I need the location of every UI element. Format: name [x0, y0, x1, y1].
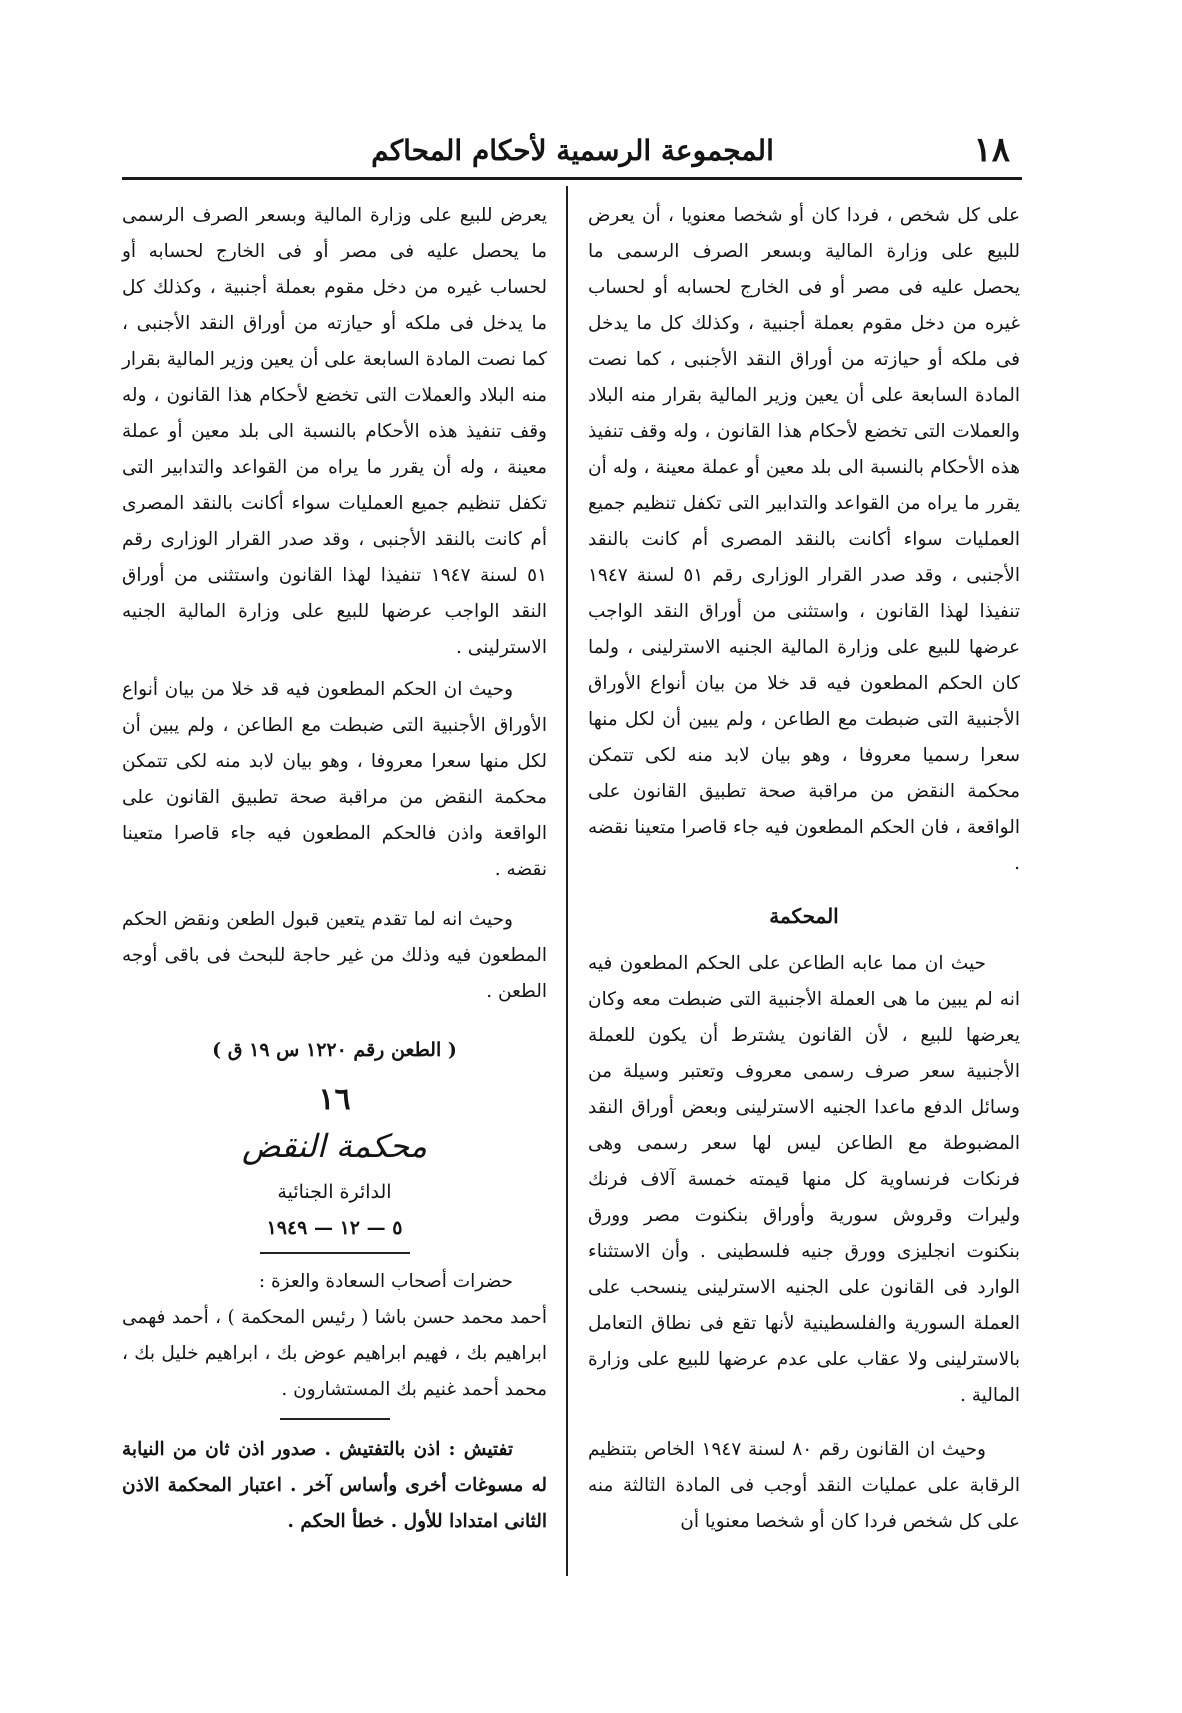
separator-rule	[280, 1418, 390, 1420]
case-number: ١٦	[318, 1082, 351, 1117]
page-header	[125, 130, 1020, 182]
left-column	[122, 198, 547, 1546]
paragraph: وحيث ان الحكم المطعون فيه قد خلا من بيان أنواع الأوراق الأجنبية التى ضبطت مع الطاعن ، ولم يبين أن لكل منها سعرا معروفا ، وهو بيان لابد منه لكى تتمكن محكمة النقض من مراقبة صحة تطبيق القانون على الواقعة واذن فالحكم المطعون فيه جاء قاصرا متعينا نقضه .	[122, 679, 547, 880]
case-citation: ( الطعن رقم ١٢٢٠ س ١٩ ق )	[212, 1039, 457, 1061]
paragraph: يعرض للبيع على وزارة المالية وبسعر الصرف الرسمى ما يحصل عليه فى مصر أو فى الخارج لحسابه أو لحساب غيره من دخل مقوم بعملة أجنبية ، وكذلك كل ما يدخل فى ملكه أو حيازته من أوراق النقد الأجنبى ، كما نصت المادة السابعة على أن يعين وزير المالية بقرار منه البلاد والعملات التى تخضع لأحكام هذا القانون ، وله وقف تنفيذ هذه الأحكام بالنسبة الى بلد معين أو عملة معينة ، وله أن يقرر ما يراه من القواعد والتدابير التى تكفل تنظيم جميع العمليات سواء أكانت بالنقد المصرى أم كانت بالنقد الأجنبى ، وقد صدر القرار الوزارى رقم ٥١ لسنة ١٩٤٧ تنفيذا لهذا القانون واستثنى من أوراق النقد الواجب عرضها للبيع على وزارة المالية الجنيه الاسترلينى .	[122, 205, 548, 658]
judges-intro: حضرات أصحاب السعادة والعزة :	[258, 1271, 513, 1292]
court-title: محكمة النقض	[242, 1127, 427, 1165]
running-title: المجموعة الرسمية لأحكام المحاكم	[371, 134, 774, 167]
judges-block	[122, 1264, 547, 1408]
paragraph: وحيث انه لما تقدم يتعين قبول الطعن ونقض الحكم المطعون فيه وذلك من غير حاجة للبحث فى باقى أوجه الطعن .	[122, 909, 547, 1002]
column-divider	[566, 186, 568, 1576]
section-heading: المحكمة	[769, 904, 839, 928]
header-rule	[122, 177, 1022, 180]
page-number: ١٨	[973, 130, 1010, 170]
paragraph: على كل شخص ، فردا كان أو شخصا معنويا ، أن يعرض للبيع على وزارة المالية وبسعر الصرف الرسمى ما يحصل عليه فى مصر أو فى الخارج لحسابه أو لحساب غيره من دخل مقوم بعملة أجنبية ، وكذلك كل ما يدخل فى ملكه أو حيازته من أوراق النقد الأجنبى ، كما نصت المادة السابعة على أن يعين وزير المالية بقرار منه البلاد والعملات التى تخضع لأحكام هذا القانون ، وله وقف تنفيذ هذه الأحكام بالنسبة الى بلد معين أو عملة معينة ، وله أن يقرر ما يراه من القواعد والتدابير التى تكفل تنظيم جميع العمليات سواء أكانت بالنقد المصرى أم كانت بالنقد الأجنبى ، وقد صدر القرار الوزارى رقم ٥١ لسنة ١٩٤٧ تنفيذا لهذا القانون ، واستثنى من أوراق النقد الواجب عرضها للبيع على وزارة المالية الجنيه الاسترلينى ، ولما كان الحكم المطعون فيه قد خلا من بيان أنواع الأوراق الأجنبية التى ضبطت مع الطاعن ، ولم يبين أن لكل منها سعرا رسميا معروفا ، وهو بيان لابد منه لكى تتمكن محكمة النقض من مراقبة صحة تطبيق القانون على الواقعة ، فان الحكم المطعون فيه جاء قاصرا متعينا نقضه .	[588, 205, 1021, 874]
judges-list: أحمد محمد حسن باشا ( رئيس المحكمة ) ، أحمد فهمى ابراهيم بك ، فهيم ابراهيم عوض بك ، ابراهيم خليل بك ، محمد أحمد غنيم بك المستشارون .	[122, 1307, 547, 1400]
circuit-name: الدائرة الجنائية	[277, 1181, 392, 1203]
right-column	[588, 198, 1020, 1546]
case-date: ٥ — ١٢ — ١٩٤٩	[260, 1210, 410, 1254]
case-summary: تفتيش : اذن بالتفتيش . صدور اذن ثان من النيابة له مسوغات أخرى وأساس آخر . اعتبار المحكمة الاذن الثانى امتدادا للأول . خطأ الحكم .	[122, 1439, 547, 1532]
paragraph: وحيث ان القانون رقم ٨٠ لسنة ١٩٤٧ الخاص بتنظيم الرقابة على عمليات النقد أوجب فى المادة الثالثة منه على كل شخص فردا كان أو شخصا معنويا أن	[588, 1439, 1020, 1532]
paragraph: حيث ان مما عابه الطاعن على الحكم المطعون فيه انه لم يبين ما هى العملة الأجنبية التى ضبطت معه وكان يعرضها للبيع ، لأن القانون يشترط أن يكون للعملة الأجنبية سعر صرف رسمى معروف وتعتبر وسيلة من وسائل الدفع ماعدا الجنيه الاسترلينى وبعض أوراق النقد المضبوطة مع الطاعن ليس لها سعر رسمى وهى فرنكات فرنساوية كل منها قيمته خمسة آلاف فرنك وليرات وقروش سورية وأوراق بنكنوت مصر وورق بنكنوت انجليزى وورق جنيه فلسطينى . وأن الاستثناء الوارد فى القانون على الجنيه الاسترلينى ينسحب على العملة السورية والفلسطينية لأنها تقع فى نطاق التعامل بالاسترلينى ولا عقاب على عدم عرضها للبيع على وزارة المالية .	[588, 953, 1020, 1406]
